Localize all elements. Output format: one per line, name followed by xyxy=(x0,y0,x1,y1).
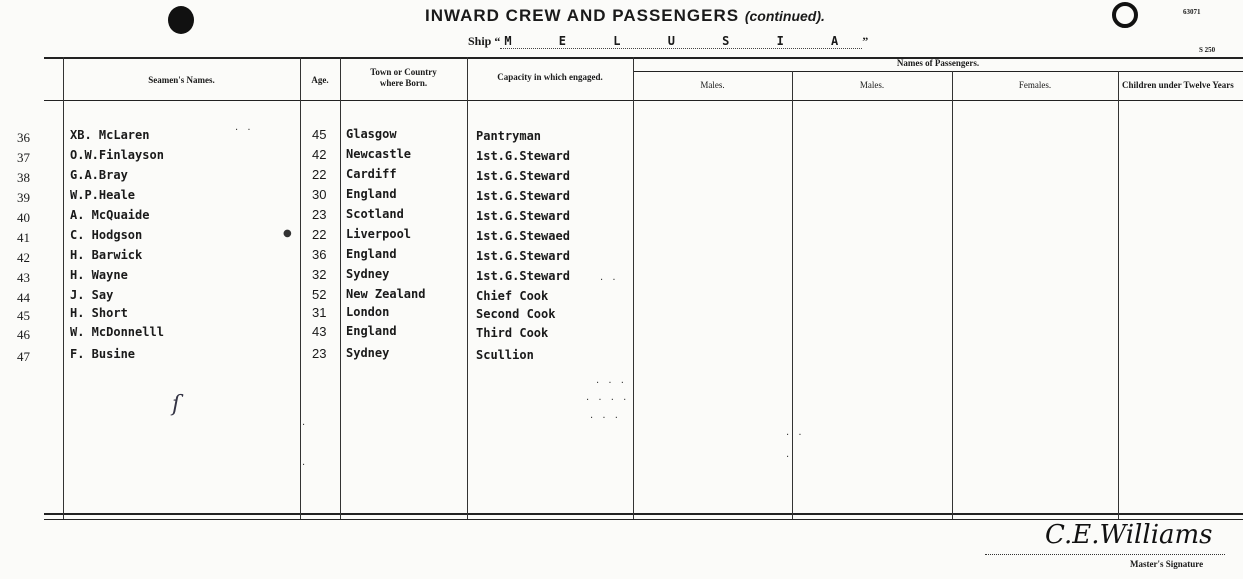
ship-line: Ship “ M E L U S I A ” xyxy=(468,34,869,48)
header-females: Females. xyxy=(1018,80,1052,90)
col-divider-5 xyxy=(633,57,634,519)
ship-label: Ship xyxy=(468,34,492,48)
seaman-capacity: Chief Cook xyxy=(476,289,549,303)
row-number: 47 xyxy=(17,349,30,364)
dot-mark: · xyxy=(786,452,793,463)
dot-mark: · · · xyxy=(596,378,627,389)
seaman-capacity: 1st.G.Steward xyxy=(476,189,570,203)
dot-mark: · xyxy=(302,460,309,471)
seaman-capacity: 1st.G.Steward xyxy=(476,249,570,263)
col-divider-7 xyxy=(952,71,953,519)
dot-mark: · · · xyxy=(590,413,621,424)
header-town: Town or Country where Born. xyxy=(370,67,437,88)
row-number: 37 xyxy=(17,150,30,165)
row-number: 45 xyxy=(17,308,30,323)
seaman-age: 43 xyxy=(312,324,327,339)
seaman-capacity: 1st.G.Steward xyxy=(476,169,570,183)
seaman-name: H. Wayne xyxy=(70,268,128,282)
dot-mark: · · · · xyxy=(586,395,630,406)
seaman-capacity: 1st.G.Steward xyxy=(476,149,570,163)
header-males-1: Males. xyxy=(700,80,725,90)
seaman-birthplace: Sydney xyxy=(346,346,390,360)
seaman-age: 30 xyxy=(312,187,327,202)
passenger-subheader-rule xyxy=(633,71,1243,72)
col-divider-2 xyxy=(300,57,301,519)
seaman-birthplace: England xyxy=(346,247,397,261)
col-divider-8 xyxy=(1118,71,1119,519)
seaman-birthplace: England xyxy=(346,187,397,201)
seaman-birthplace: Sydney xyxy=(346,267,390,281)
header-age: Age. xyxy=(311,75,329,85)
dot-mark: · · xyxy=(600,275,619,286)
seaman-capacity: Third Cook xyxy=(476,326,549,340)
header-capacity: Capacity in which engaged. xyxy=(497,72,603,82)
seaman-birthplace: New Zealand xyxy=(346,287,426,301)
row-number: 40 xyxy=(17,210,30,225)
seaman-age: 45 xyxy=(312,127,327,142)
header-bottom-rule xyxy=(44,100,1243,101)
ship-name: M E L U S I A xyxy=(500,34,862,49)
seaman-name: F. Busine xyxy=(70,347,136,361)
seaman-birthplace: Newcastle xyxy=(346,147,412,161)
seaman-age: 31 xyxy=(312,305,327,320)
seaman-capacity: 1st.G.Steward xyxy=(476,209,570,223)
signature-label: Master's Signature xyxy=(1130,559,1204,569)
seaman-birthplace: Scotland xyxy=(346,207,404,221)
row-number: 39 xyxy=(17,190,30,205)
punch-hole-left xyxy=(168,6,194,34)
seaman-capacity: 1st.G.Stewaed xyxy=(476,229,570,243)
master-signature: C.E.Williams xyxy=(1045,520,1213,550)
seaman-birthplace: Glasgow xyxy=(346,127,397,141)
seaman-name: XB. McLaren xyxy=(70,128,150,142)
seaman-name: A. McQuaide xyxy=(70,208,150,222)
page-title: INWARD CREW AND PASSENGERS (continued). xyxy=(425,6,825,25)
seaman-birthplace: Cardiff xyxy=(346,167,397,181)
seaman-capacity: Second Cook xyxy=(476,307,556,321)
dot-mark: · · xyxy=(786,430,805,441)
seaman-age: 42 xyxy=(312,147,327,162)
header-passengers: Names of Passengers. xyxy=(896,58,980,68)
header-seamen-names: Seamen's Names. xyxy=(148,75,215,85)
signature-line xyxy=(985,554,1225,555)
seaman-birthplace: London xyxy=(346,305,390,319)
header-males-2: Males. xyxy=(859,80,885,90)
seaman-name: O.W.Finlayson xyxy=(70,148,164,162)
seaman-name: G.A.Bray xyxy=(70,168,128,182)
seaman-capacity: Scullion xyxy=(476,348,534,362)
seaman-age: 52 xyxy=(312,287,327,302)
row-number: 43 xyxy=(17,270,30,285)
seaman-capacity: 1st.G.Steward xyxy=(476,269,570,283)
form-code: S 250 xyxy=(1199,46,1216,54)
table-bottom-rule xyxy=(44,513,1243,515)
seaman-birthplace: Liverpool xyxy=(346,227,412,241)
row-number: 44 xyxy=(17,290,30,305)
seaman-age: 23 xyxy=(312,207,327,222)
handwritten-mark: ſ xyxy=(172,392,181,417)
seaman-name: W. McDonnelll xyxy=(70,325,164,339)
form-number: 63071 xyxy=(1183,8,1201,16)
seaman-name: H. Short xyxy=(70,306,128,320)
seaman-name: J. Say xyxy=(70,288,114,302)
seaman-age: 36 xyxy=(312,247,327,262)
punch-hole-right xyxy=(1112,2,1138,28)
col-divider-4 xyxy=(467,57,468,519)
header-children: Children under Twelve Years xyxy=(1122,80,1234,90)
row-number: 42 xyxy=(17,250,30,265)
seaman-age: 32 xyxy=(312,267,327,282)
seaman-name: H. Barwick xyxy=(70,248,143,262)
row-number: 41 xyxy=(17,230,30,245)
dot-mark: · · xyxy=(235,125,254,136)
seaman-age: 22 xyxy=(312,167,327,182)
seaman-age: 22 xyxy=(312,227,327,242)
row-number: 36 xyxy=(17,130,30,145)
dot-mark: ● xyxy=(283,228,295,239)
row-number: 46 xyxy=(17,327,30,342)
seaman-capacity: Pantryman xyxy=(476,129,542,143)
row-number: 38 xyxy=(17,170,30,185)
dot-mark: · xyxy=(302,420,309,431)
col-divider-3 xyxy=(340,57,341,519)
seaman-name: C. Hodgson xyxy=(70,228,143,242)
seaman-birthplace: England xyxy=(346,324,397,338)
col-divider-1 xyxy=(63,57,64,519)
seaman-name: W.P.Heale xyxy=(70,188,136,202)
seaman-age: 23 xyxy=(312,346,327,361)
